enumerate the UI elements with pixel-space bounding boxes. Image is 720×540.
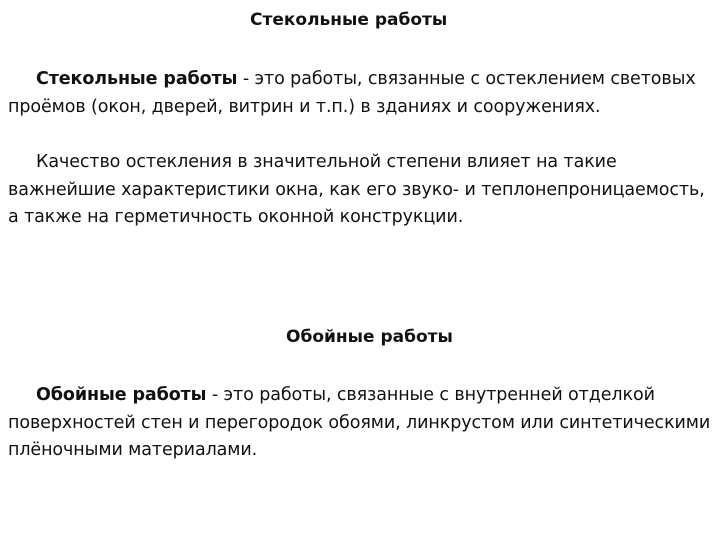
section-heading-glass-works: Стекольные работы <box>250 10 448 30</box>
paragraph-wallpaper-definition <box>8 382 712 465</box>
term-wallpaper-works: Обойные работы <box>36 385 207 405</box>
paragraph-wallpaper-definition-text: - это работы, связанные с внутренней отделкой поверхностей стен и перегородок обоями, линкрустом или синтетическими плёночными материалами. <box>8 385 711 460</box>
paragraph-glass-definition-text: - это работы, связанные с остеклением световых проёмов (окон, дверей, витрин и т.п.) в зданиях и сооружениях. <box>8 69 696 117</box>
paragraph-glass-definition <box>8 66 712 121</box>
paragraph-glazing-quality <box>8 149 712 232</box>
section-heading-wallpaper-works: Обойные работы <box>286 327 453 347</box>
paragraph-glazing-quality-text: Качество остекления в значительной степени влияет на такие важнейшие характеристики окна, как его звуко- и теплонепроницаемость, а также на герметичность оконной конструкции. <box>8 152 705 227</box>
term-glass-works: Стекольные работы <box>36 69 238 89</box>
